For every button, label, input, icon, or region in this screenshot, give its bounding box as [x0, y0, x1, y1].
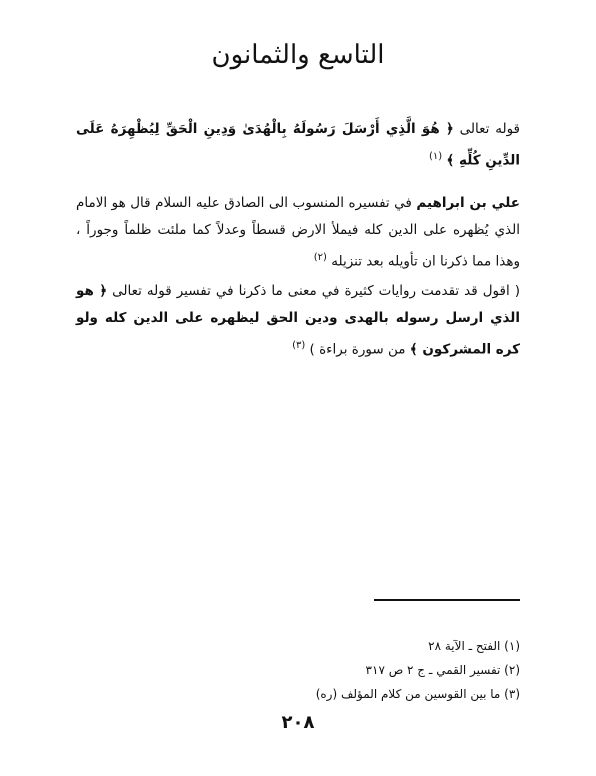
paragraph-tafsir — [76, 190, 520, 276]
paragraph-author-note — [76, 278, 520, 364]
footnote-1: (١) الفتح ـ الآية ٢٨ — [428, 639, 520, 653]
paragraph-lead: ( اقول قد تقدمت روايات كثيرة في معنى ما ذكرنا في تفسير قوله تعالى — [107, 283, 520, 299]
quranic-verse: ﴿ هو الذي ارسل رسوله بالهدى ودين الحق ليظهره على الدين كله ولو كره المشركون ﴾ — [76, 283, 520, 358]
footnote-divider — [374, 599, 520, 601]
footnote-marker-3: (٣) — [292, 340, 306, 351]
footnote-2: (٢) تفسير القمي ـ ج ٢ ص ٣١٧ — [365, 663, 520, 677]
page-number: ٢٠٨ — [281, 712, 315, 733]
source-name: علي بن ابراهيم — [416, 195, 520, 211]
footnote-marker-2: (٢) — [313, 252, 327, 263]
quranic-verse: ﴿ هُوَ الَّذِي أَرْسَلَ رَسُولَهُ بِالْهُدَىٰ وَدِينِ الْحَقِّ لِيُظْهِرَهُ عَلَى الدِّينِ كُلِّهِ ﴾ — [76, 121, 520, 169]
section-heading: التاسع والثمانون — [211, 40, 385, 70]
footnote-marker-1: (١) — [428, 151, 443, 162]
paragraph-lead: قوله تعالى — [453, 121, 520, 137]
paragraph-text: في تفسيره المنسوب الى الصادق عليه السلام قال هو الامام الذي يُظهره على الدين كله فيملأ الارض قسطاً وعدلاً كما ملئت ظلماً وجوراً ، وهذا مما ذكرنا ان تأويله بعد تنزيله — [76, 195, 520, 270]
footnotes — [150, 634, 520, 706]
paragraph-tail: من سورة براءة ) — [309, 341, 406, 358]
footnote-3: (٣) ما بين القوسين من كلام المؤلف (ره) — [315, 687, 520, 701]
paragraph-verse-quote — [76, 116, 520, 175]
